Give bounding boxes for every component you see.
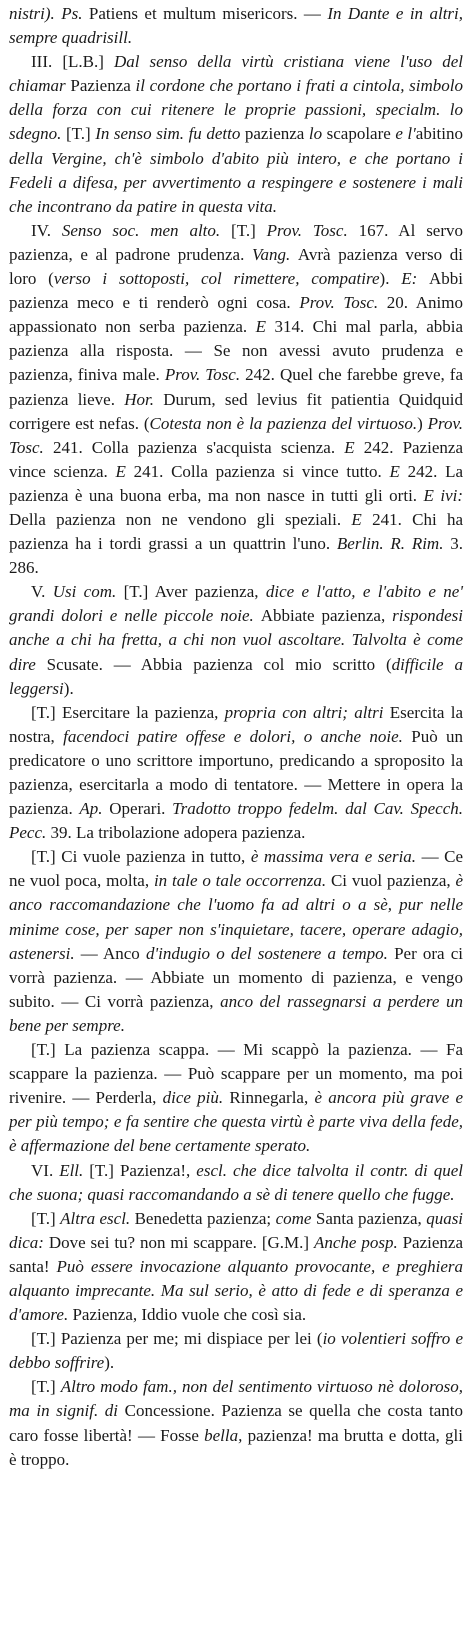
text-segment: 314. Chi mal parla, abbia pazienza alla risposta. — Se non avessi avuto prudenza e pazienza, finiva male.: [9, 317, 464, 385]
italic-text-segment: anco del rassegnarsi a perdere un bene per sempre.: [9, 991, 463, 1035]
italic-text-segment: Prov. Tosc.: [266, 220, 359, 240]
italic-text-segment: Dal senso della virtù cristiana viene l'uso del chiamar: [9, 52, 463, 96]
text-segment: 242. La pazienza è una buona erba, ma non nasce in tutti gli orti.: [9, 461, 464, 505]
italic-text-segment: Vang.: [251, 244, 298, 264]
italic-text-segment: Cotesta non è la pazienza del virtuoso.: [149, 413, 418, 433]
italic-text-segment: quasi dica:: [9, 1208, 464, 1252]
italic-text-segment: il cordone che portano i frati a cintola, simbolo della forza con cui ritenere le proprie passioni, specialm. lo sdegno.: [9, 76, 464, 144]
text-segment: Pazienza se quella che costa tanto caro fosse libertà! — Fosse: [9, 1401, 463, 1445]
entry-paragraph: [9, 1038, 463, 1158]
text-segment: Concessione.: [124, 1401, 222, 1421]
italic-text-segment: E: [389, 461, 408, 481]
text-segment: [T.]: [31, 1377, 61, 1397]
italic-text-segment: Anche posp.: [313, 1232, 403, 1252]
text-segment: III. [L.B.]: [31, 52, 114, 72]
italic-text-segment: verso i sottoposti, col rimettere, compatire: [53, 269, 380, 289]
text-segment: ).: [379, 269, 402, 289]
italic-text-segment: d'indugio o del sostenere a tempo.: [145, 943, 395, 963]
italic-text-segment: Hor.: [124, 389, 164, 409]
text-segment: [T.] La pazienza scappa. — Mi scappò la pazienza. — Fa scappare la pazienza. — Può scappare per un momento, ma poi rivenire. — Perderla,: [9, 1040, 463, 1108]
italic-text-segment: In Dante e in altri, sempre quadrisill.: [9, 4, 464, 48]
text-segment: [T.] Pazienza!,: [89, 1160, 197, 1180]
text-segment: [T.]: [65, 124, 96, 144]
text-segment: Ci vuol pazienza,: [330, 871, 456, 891]
italic-text-segment: io volentieri soffro e debbo soffrire: [9, 1329, 463, 1373]
italic-text-segment: propria con altri; altri: [224, 702, 390, 722]
text-segment: — Anco: [80, 943, 146, 963]
text-segment: 242. Quel che farebbe greve, fa pazienza lieve.: [9, 365, 463, 409]
text-segment: Dove sei tu? non mi scappare. [G.M.]: [48, 1232, 314, 1252]
italic-text-segment: Prov. Tosc.: [299, 293, 387, 313]
entry-paragraph: [9, 701, 463, 846]
text-segment: Durum, sed levius fit patientia Quidquid corrigere est nefas. (: [9, 389, 463, 433]
text-segment: Pazienza santa!: [9, 1232, 463, 1276]
text-segment: Santa pazienza,: [315, 1208, 427, 1228]
text-segment: [T.]: [31, 1208, 61, 1228]
text-segment: ).: [104, 1353, 115, 1373]
text-segment: V.: [31, 582, 53, 602]
italic-text-segment: dice e l'atto, e l'abito e ne' grandi dolori e nelle piccole noie.: [9, 582, 463, 626]
text-segment: [T.] Esercitare la pazienza,: [31, 702, 225, 722]
italic-text-segment: Prov. Tosc.: [9, 413, 463, 457]
text-segment: Abbiate pazienza,: [260, 606, 393, 626]
text-segment: Per ora ci vorrà pazienza. — Abbiate un momento di pazienza, e vengo subito. — Ci vorrà pazienza,: [9, 943, 463, 1011]
text-segment: Patiens et multum misericors. —: [88, 4, 328, 23]
italic-text-segment: E:: [401, 269, 430, 289]
italic-text-segment: rispondesi anche a chi ha fretta, a chi non vuol ascoltare. Talvolta è come dire: [9, 606, 463, 674]
entry-paragraph: [9, 1375, 463, 1471]
italic-text-segment: bella,: [204, 1425, 248, 1445]
text-segment: [T.] Pazienza per me; mi dispiace per lei (: [31, 1329, 323, 1349]
text-segment: 3. 286.: [9, 534, 463, 578]
text-segment: pazienza: [244, 124, 309, 144]
italic-text-segment: Altra escl.: [60, 1208, 135, 1228]
text-segment: Avrà pazienza verso di loro (: [9, 244, 463, 289]
text-segment: 242. Pazienza vince scienza.: [9, 437, 464, 481]
italic-text-segment: lo: [308, 124, 327, 144]
italic-text-segment: E: [351, 509, 373, 529]
italic-text-segment: dice più.: [162, 1088, 230, 1108]
italic-text-segment: escl. che dice talvolta il contr. di quel che suona; quasi raccomandando a sè di tenere quello che fugge.: [9, 1160, 463, 1204]
text-segment: 241. Colla pazienza s'acquista scienza.: [52, 437, 345, 457]
text-segment: ): [417, 413, 428, 433]
italic-text-segment: in tale o tale occorrenza.: [153, 871, 331, 891]
text-segment: [T.] Ci vuole pazienza in tutto,: [31, 847, 251, 867]
text-segment: [T.] Aver pazienza,: [123, 582, 266, 602]
text-segment: IV.: [31, 220, 62, 240]
italic-text-segment: Ell.: [59, 1160, 90, 1180]
italic-text-segment: Ap.: [79, 799, 110, 819]
italic-text-segment: Berlin. R. Rim.: [336, 534, 451, 554]
italic-text-segment: Usi com.: [52, 582, 124, 602]
text-segment: Pazienza: [70, 76, 136, 96]
italic-text-segment: Prov. Tosc.: [164, 365, 246, 385]
text-segment: pazienza! ma brutta e dotta, gli è troppo.: [9, 1425, 463, 1469]
text-segment: 20. Animo appassionato non serba pazienza.: [9, 293, 463, 337]
text-segment: Della pazienza non ne vendono gli speziali.: [9, 509, 352, 529]
italic-text-segment: facendoci patire offese e dolori, o anche noie.: [63, 726, 412, 746]
text-segment: Scusate. — Abbia pazienza col mio scritto (: [46, 654, 392, 674]
italic-text-segment: E: [344, 437, 364, 457]
italic-text-segment: Altro modo fam., non del sentimento virtuoso nè doloroso, ma in signif. di: [9, 1377, 463, 1421]
text-segment: abitino: [415, 124, 463, 144]
entry-paragraph: [9, 1327, 463, 1375]
entry-paragraph: [9, 50, 463, 219]
italic-text-segment: Ps.: [61, 4, 89, 23]
text-segment: Esercita la nostra,: [9, 702, 463, 746]
italic-text-segment: E: [255, 317, 275, 337]
entry-paragraph: [9, 1159, 463, 1207]
italic-text-segment: E ivi:: [423, 485, 463, 505]
italic-text-segment: Tradotto troppo fedelm. dal Cav. Specch. Pecc.: [9, 799, 463, 843]
italic-text-segment: Senso soc. men alto.: [61, 220, 232, 240]
entry-paragraph: [9, 580, 463, 700]
text-segment: 241. Colla pazienza si vince tutto.: [133, 461, 390, 481]
italic-text-segment: è ancora più grave e per più tempo; e fa sentire che questa virtù è parte viva della fede, è affermazione del bene certamente sperato.: [9, 1088, 464, 1156]
text-segment: Abbi pazienza meco e ti renderò ogni cosa.: [9, 269, 464, 313]
text-segment: Benedetta pazienza;: [134, 1208, 276, 1228]
text-segment: Operari.: [109, 799, 173, 819]
italic-text-segment: E: [115, 461, 134, 481]
italic-text-segment: Può essere invocazione alquanto provocante, e preghiera alquanto imprecante. Ma sul serio, è atto di fede e di speranza e d'amore.: [9, 1256, 463, 1325]
text-segment: Rinnegarla,: [229, 1088, 315, 1108]
entry-paragraph: [9, 845, 463, 1038]
italic-text-segment: è anco raccomandazione che l'uomo fa ad altri o a sè, pur nelle minime cose, per saper non s'inquietare, tacere, operare adagio, astenersi.: [9, 871, 464, 963]
text-segment: ).: [63, 678, 74, 698]
entry-paragraph: [9, 2, 463, 50]
italic-text-segment: e l': [395, 124, 416, 144]
text-segment: — Ce ne vuol poca, molta,: [9, 847, 463, 891]
entry-paragraph: [9, 1207, 463, 1327]
text-segment: [T.]: [231, 220, 267, 240]
text-segment: VI.: [31, 1160, 60, 1180]
text-segment: 167. Al servo pazienza, e al padrone prudenza.: [9, 220, 464, 264]
text-segment: Pazienza, Iddio vuole che così sia.: [72, 1305, 307, 1325]
italic-text-segment: In senso sim. fu detto: [95, 124, 245, 144]
italic-text-segment: è massima vera e seria.: [250, 847, 422, 867]
text-segment: scapolare: [326, 124, 396, 144]
italic-text-segment: della Vergine, ch'è simbolo d'abito più intero, e che portano i Fedeli a difesa, per avvertimento a respingere e sostenere i mali che incontrano da patire in questa vita.: [9, 148, 463, 216]
italic-text-segment: difficile a leggersi: [9, 654, 463, 698]
text-segment: 241. Chi ha pazienza ha i tordi grassi a un quattrin l'uno.: [9, 509, 464, 554]
entry-paragraph: [9, 219, 463, 580]
italic-text-segment: nistri).: [9, 4, 62, 23]
italic-text-segment: come: [275, 1208, 316, 1228]
text-segment: 39. La tribolazione adopera pazienza.: [50, 823, 306, 843]
text-segment: Può un predicatore o uno scrittore importuno, predicando a sproposito la pazienza, esercitarla a modo di tentatore. — Mettere in opera la pazienza.: [9, 726, 463, 819]
